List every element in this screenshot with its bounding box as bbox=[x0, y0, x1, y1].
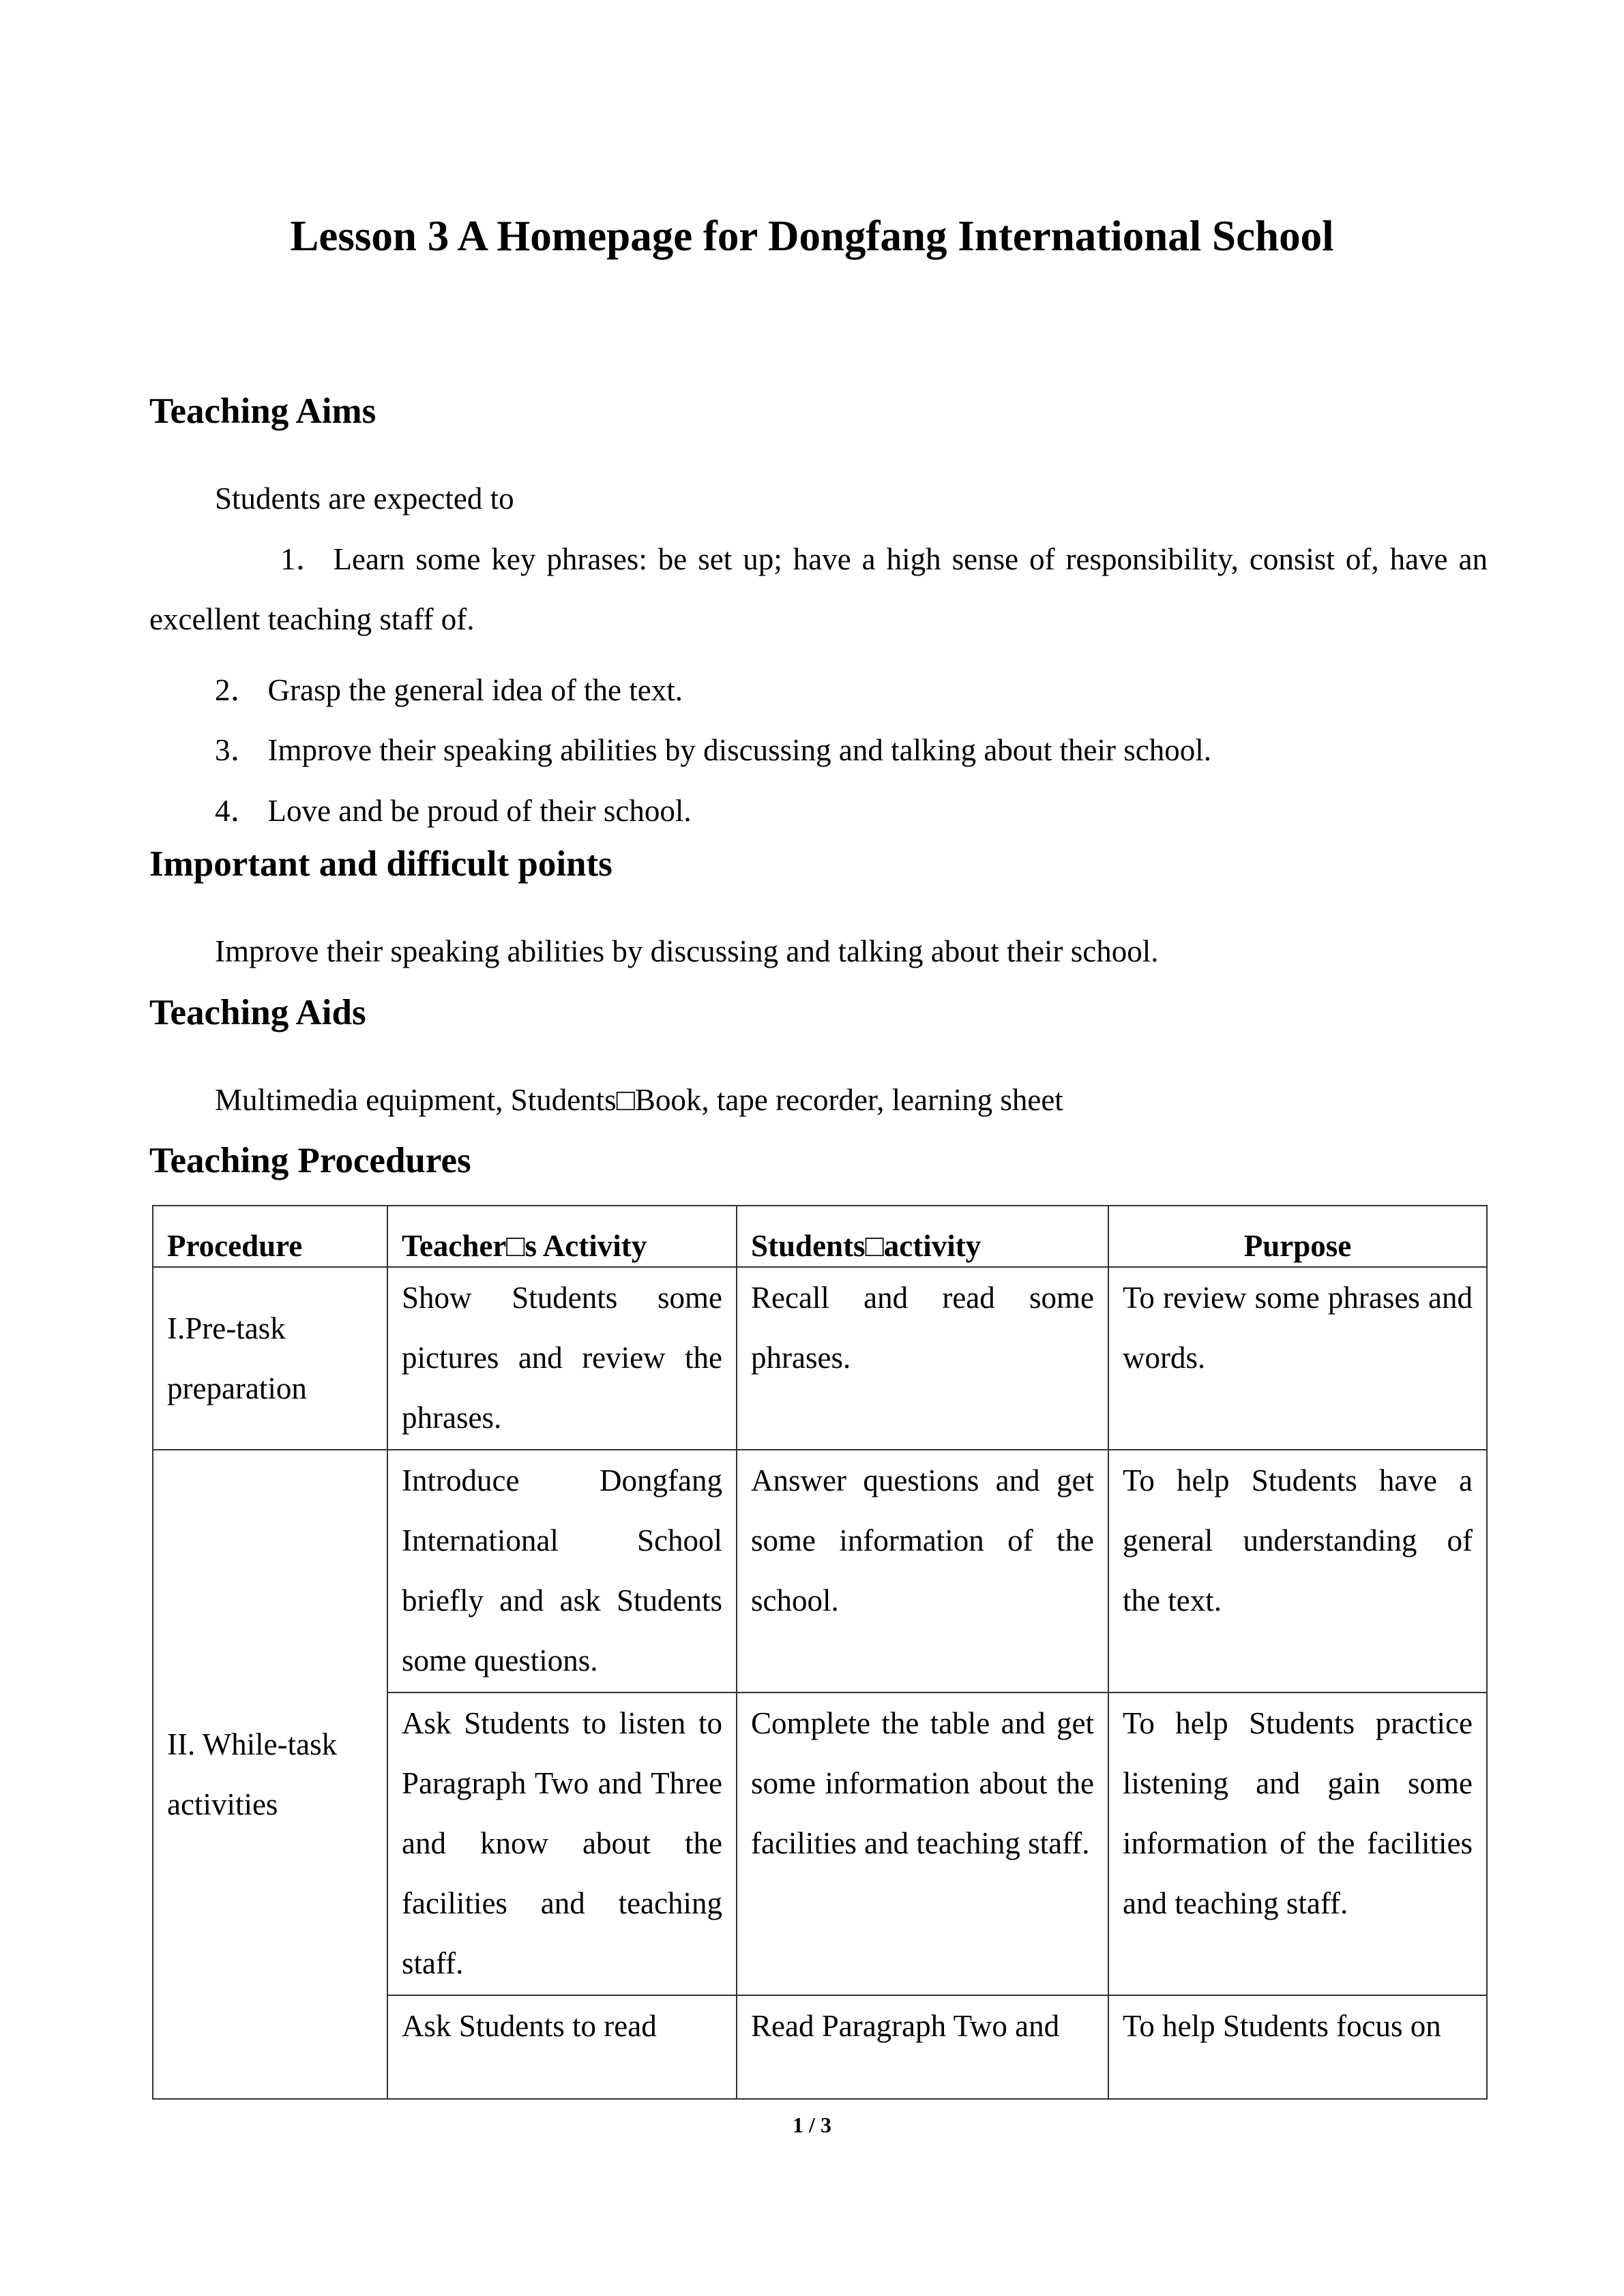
cell-teacher-activity: Introduce Dongfang International School briefly and ask Students some questions. bbox=[387, 1450, 737, 1693]
cell-students-activity: Answer questions and get some information of the school. bbox=[737, 1450, 1108, 1693]
header-purpose: Purpose bbox=[1108, 1206, 1487, 1267]
aim-text-1: Learn some key phrases: be set up; have a high sense of responsibility, consist of, have an excellent teaching staff of. bbox=[149, 542, 1488, 636]
cell-students-activity: Complete the table and get some information about the facilities and teaching staff. bbox=[737, 1693, 1108, 1995]
aim-number-3: 3． bbox=[215, 733, 261, 767]
aim-item-3 bbox=[215, 725, 1211, 769]
heading-teaching-aims: Teaching Aims bbox=[149, 391, 377, 431]
table-row bbox=[153, 1450, 1487, 1693]
cell-procedure-pre-task: I.Pre-task preparation bbox=[153, 1267, 387, 1450]
aim-number-2: 2． bbox=[215, 673, 261, 707]
procedures-table bbox=[152, 1205, 1488, 2100]
header-teacher-activity: Teacher□s Activity bbox=[387, 1206, 737, 1267]
aim-text-2: Grasp the general idea of the text. bbox=[267, 673, 683, 707]
aims-intro: Students are expected to bbox=[215, 481, 514, 516]
teaching-aids-text: Multimedia equipment, Students□Book, tape recorder, learning sheet bbox=[215, 1083, 1063, 1117]
page-number: 1 / 3 bbox=[793, 2113, 831, 2137]
cell-students-activity: Read Paragraph Two and bbox=[737, 1995, 1108, 2099]
aim-item-2 bbox=[215, 665, 683, 709]
cell-teacher-activity: Show Students some pictures and review the phrases. bbox=[387, 1267, 737, 1450]
table-row bbox=[153, 1267, 1487, 1450]
cell-teacher-activity: Ask Students to read bbox=[387, 1995, 737, 2099]
cell-teacher-activity: Ask Students to listen to Paragraph Two and Three and know about the facilities and teaching staff. bbox=[387, 1693, 737, 1995]
aim-text-4: Love and be proud of their school. bbox=[267, 794, 692, 828]
aim-number-4: 4． bbox=[215, 794, 261, 828]
aim-item-4 bbox=[215, 786, 692, 830]
cell-purpose: To help Students focus on bbox=[1108, 1995, 1487, 2099]
aim-text-3: Improve their speaking abilities by discussing and talking about their school. bbox=[267, 733, 1212, 767]
cell-purpose: To help Students practice listening and gain some information of the facilities and teaching staff. bbox=[1108, 1693, 1487, 1995]
heading-teaching-procedures: Teaching Procedures bbox=[149, 1141, 471, 1180]
heading-teaching-aids: Teaching Aids bbox=[149, 993, 366, 1032]
cell-purpose: To review some phrases and words. bbox=[1108, 1267, 1487, 1450]
header-students-activity: Students□activity bbox=[737, 1206, 1108, 1267]
aim-item-1 bbox=[149, 529, 1488, 649]
page-title: Lesson 3 A Homepage for Dongfang International School bbox=[290, 212, 1334, 260]
table-header-row bbox=[153, 1206, 1487, 1267]
important-points-text: Improve their speaking abilities by discussing and talking about their school. bbox=[215, 934, 1159, 968]
heading-important-points: Important and difficult points bbox=[149, 844, 612, 884]
header-procedure: Procedure bbox=[153, 1206, 387, 1267]
cell-students-activity: Recall and read some phrases. bbox=[737, 1267, 1108, 1450]
cell-procedure-while-task: II. While-task activities bbox=[153, 1450, 387, 2099]
cell-purpose: To help Students have a general understanding of the text. bbox=[1108, 1450, 1487, 1693]
aim-number-1: 1． bbox=[280, 542, 327, 576]
